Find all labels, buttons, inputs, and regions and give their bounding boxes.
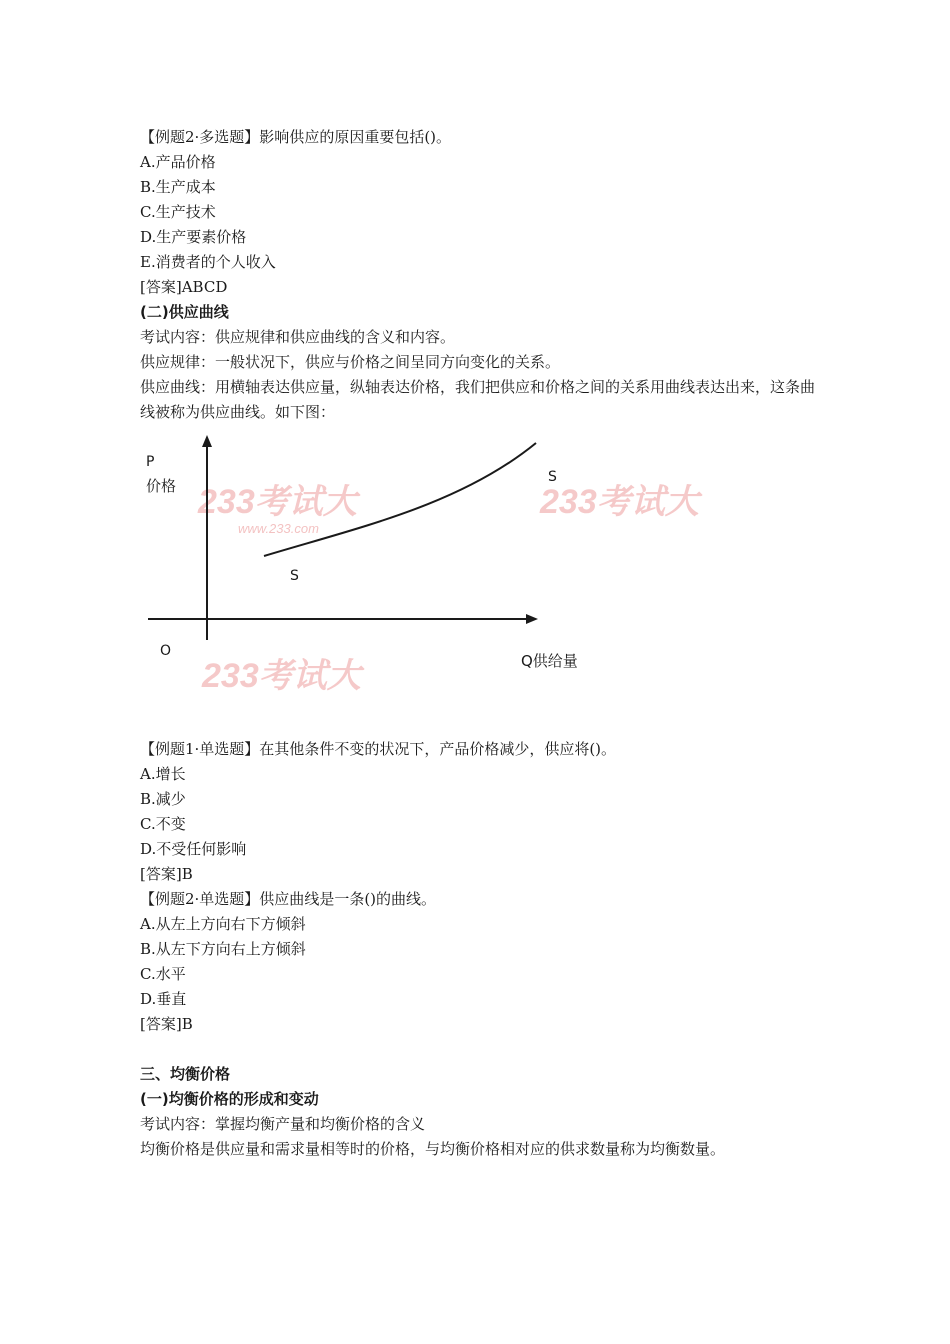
question-multi-choice-2: 【例题2·多选题】影响供应的原因重要包括()。 xyxy=(140,128,452,146)
supply-curve-svg xyxy=(140,435,699,695)
option-d: D.生产要素价格 xyxy=(140,228,247,246)
option-d: D.垂直 xyxy=(140,990,187,1008)
option-b: B.减少 xyxy=(140,790,186,808)
x-axis-arrow-icon xyxy=(526,614,538,624)
watermark xyxy=(197,483,703,695)
option-a: A.增长 xyxy=(140,765,186,783)
x-axis-label: Q供给量 xyxy=(521,652,578,670)
option-e: E.消费者的个人收入 xyxy=(140,253,276,271)
answer: [答案]B xyxy=(140,1015,193,1033)
supply-law: 供应规律：一般状况下，供应与价格之间呈同方向变化的关系。 xyxy=(140,353,561,371)
watermark-right: 233考试大 xyxy=(540,483,699,521)
option-c: C.水平 xyxy=(140,965,186,983)
option-a: A.从左上方向右下方倾斜 xyxy=(140,915,306,933)
question-single-choice-1: 【例题1·单选题】在其他条件不变的状况下，产品价格减少，供应将()。 xyxy=(140,740,617,758)
watermark-main: 233考试大 xyxy=(198,483,357,521)
y-axis-arrow-icon xyxy=(202,435,212,447)
document-page xyxy=(140,125,820,1162)
option-d: D.不受任何影响 xyxy=(140,840,247,858)
option-b: B.从左下方向右上方倾斜 xyxy=(140,940,306,958)
section-heading-supply-curve: (二)供应曲线 xyxy=(140,303,229,321)
answer: [答案]ABCD xyxy=(140,278,228,296)
option-a: A.产品价格 xyxy=(140,153,216,171)
answer: [答案]B xyxy=(140,865,193,883)
spacer xyxy=(140,1037,820,1062)
y-axis-letter: P xyxy=(146,454,155,470)
option-b: B.生产成本 xyxy=(140,178,216,196)
option-c: C.不变 xyxy=(140,815,186,833)
equilibrium-definition: 均衡价格是供应量和需求量相等时的价格，与均衡价格相对应的供求数量称为均衡数量。 xyxy=(140,1140,726,1158)
y-axis-label: 价格 xyxy=(146,477,177,495)
curve-label-bottom: S xyxy=(290,568,299,584)
subsection-heading-equilibrium: (一)均衡价格的形成和变动 xyxy=(140,1090,319,1108)
curve-label-top: S xyxy=(548,469,557,485)
watermark-bottom: 233考试大 xyxy=(202,657,361,695)
question-single-choice-2: 【例题2·单选题】供应曲线是一条()的曲线。 xyxy=(140,890,437,908)
origin-label: O xyxy=(160,643,172,659)
supply-curve-description: 供应曲线：用横轴表达供应量，纵轴表达价格，我们把供应和价格之间的关系用曲线表达出来，这条曲线被称为供应曲线。如下图： xyxy=(140,378,816,421)
exam-content: 考试内容：掌握均衡产量和均衡价格的含义 xyxy=(140,1115,426,1133)
watermark-url: www.233.com xyxy=(238,521,319,536)
exam-content: 考试内容：供应规律和供应曲线的含义和内容。 xyxy=(140,328,456,346)
section-heading-equilibrium: 三、均衡价格 xyxy=(140,1065,231,1083)
supply-curve-figure xyxy=(140,435,699,695)
option-c: C.生产技术 xyxy=(140,203,216,221)
